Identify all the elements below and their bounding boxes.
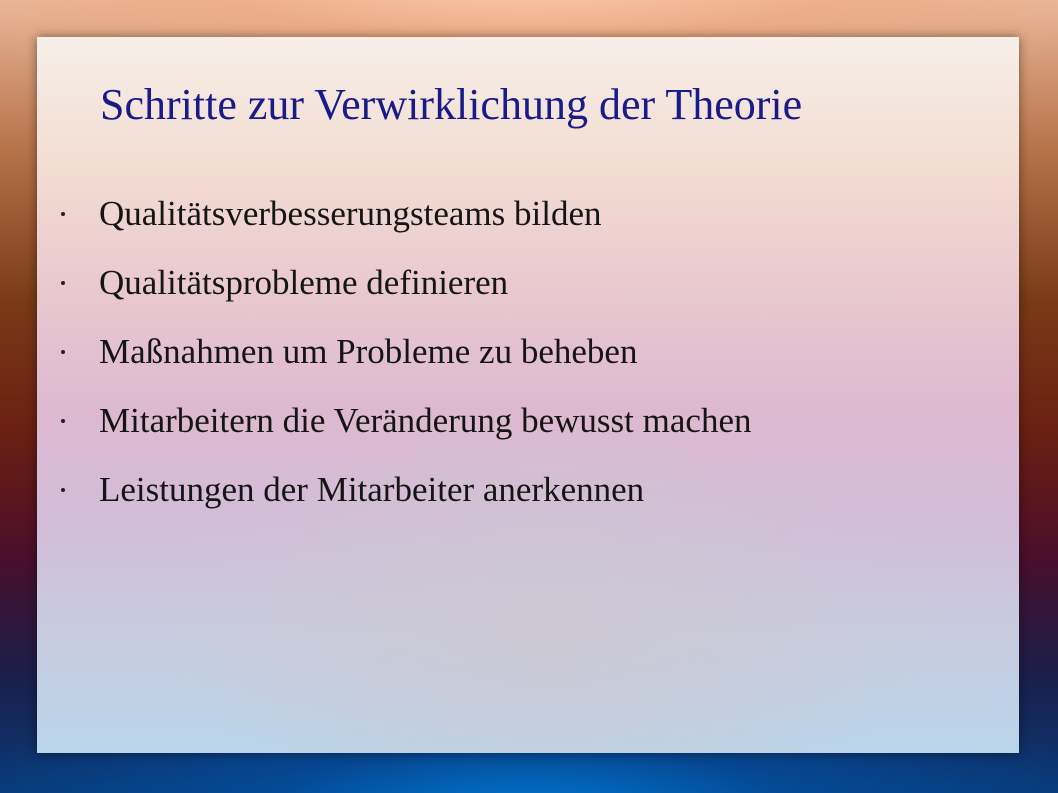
- bullet-text: Qualitätsverbesserungsteams bilden: [99, 194, 602, 233]
- bullet-icon: [61, 350, 65, 354]
- bullet-icon: [61, 212, 65, 216]
- bullet-icon: [61, 281, 65, 285]
- bullet-icon: [61, 488, 65, 492]
- bullet-text: Maßnahmen um Probleme zu beheben: [99, 332, 638, 371]
- slide-panel: [37, 37, 1019, 753]
- bullet-text: Qualitätsprobleme definieren: [99, 263, 509, 302]
- bullet-icon: [61, 419, 65, 423]
- slide-title: Schritte zur Verwirklichung der Theorie: [100, 80, 803, 129]
- bullet-text: Leistungen der Mitarbeiter anerkennen: [99, 470, 645, 509]
- bullet-text: Mitarbeitern die Veränderung bewusst machen: [99, 401, 752, 440]
